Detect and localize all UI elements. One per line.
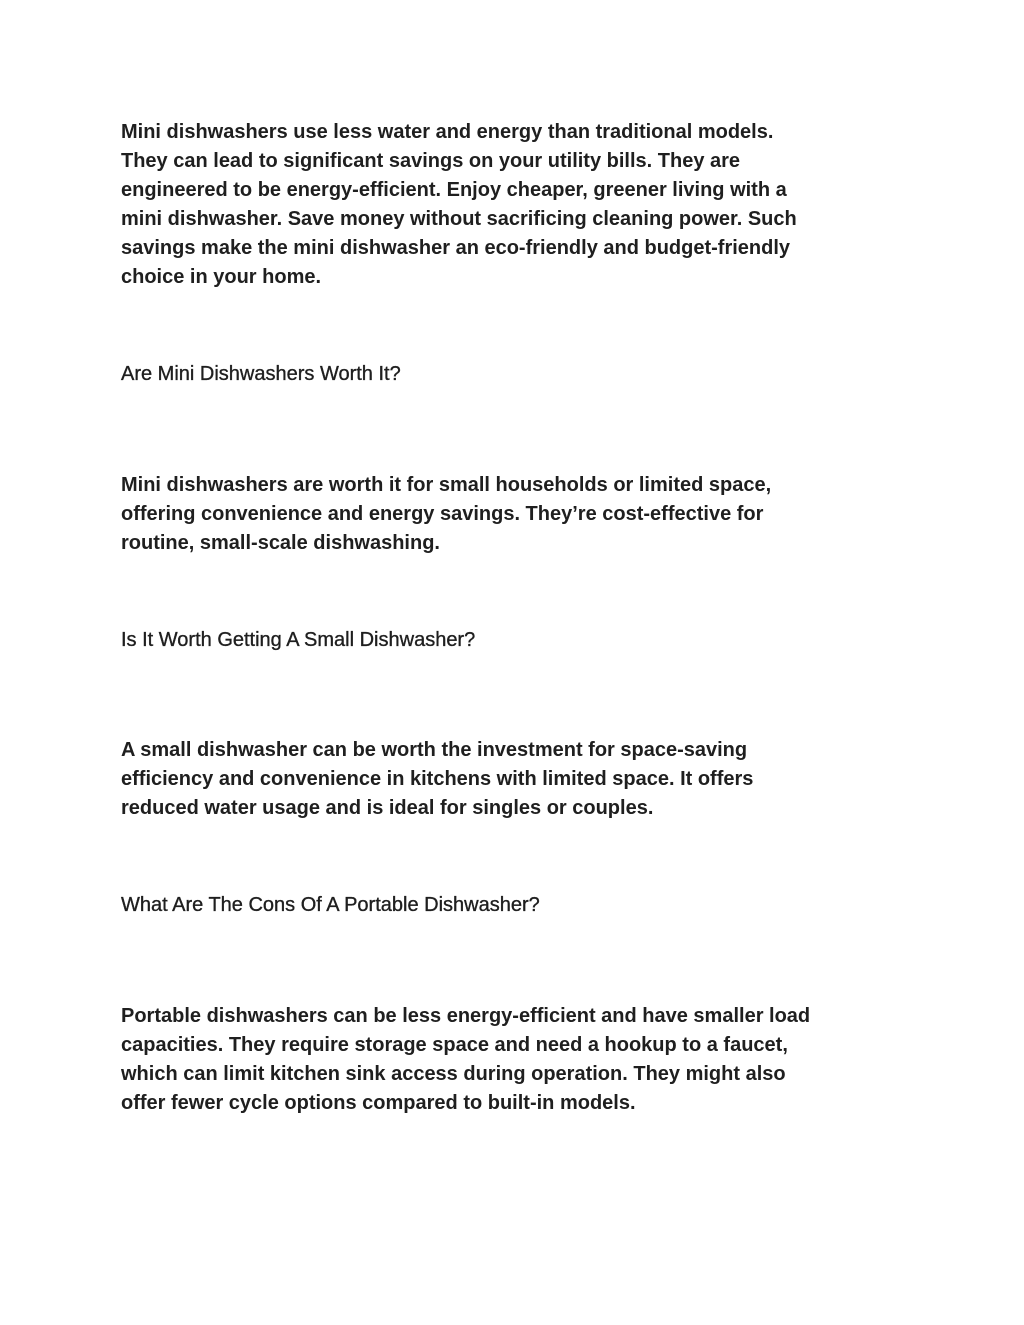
intro-paragraph-energy-savings: Mini dishwashers use less water and energy than traditional models. They can lead to significant savings on your utility bills. They are engineered to be energy-efficient. Enjoy cheaper, greener living with a mini dishwasher. Save money without sacrificing cleaning power. Such savings make the mini dishwasher an eco-friendly and budget-friendly choice in your home. — [121, 121, 797, 288]
paragraph-small-dishwasher-answer: A small dishwasher can be worth the investment for space-saving efficiency and convenience in kitchens with limited space. It offers reduced water usage and is ideal for singles or couples. — [121, 739, 754, 819]
paragraph-worth-it-answer: Mini dishwashers are worth it for small households or limited space, offering convenience and energy savings. They’re cost-effective for routine, small-scale dishwashing. — [121, 474, 772, 554]
paragraph-portable-cons-answer: Portable dishwashers can be less energy-efficient and have smaller load capacities. They require storage space and need a hookup to a faucet, which can limit kitchen sink access during operation. They might also offer fewer cycle options compared to built-in models. — [121, 1005, 811, 1114]
heading-portable-cons: What Are The Cons Of A Portable Dishwasher? — [121, 894, 540, 916]
heading-small-dishwasher: Is It Worth Getting A Small Dishwasher? — [121, 629, 476, 651]
heading-worth-it: Are Mini Dishwashers Worth It? — [121, 363, 401, 385]
